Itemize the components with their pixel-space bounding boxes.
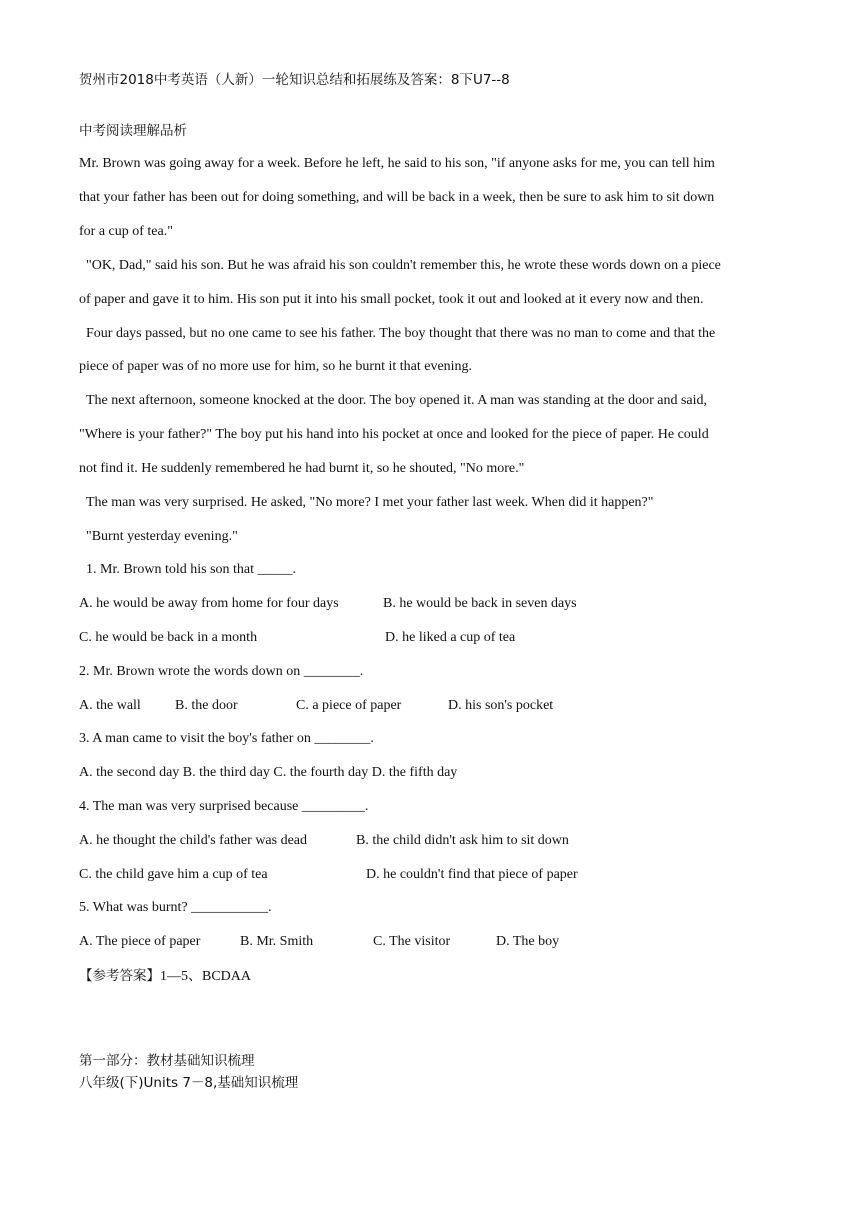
option-b: B. he would be back in seven days	[383, 596, 577, 611]
question-stem: 4. The man was very surprised because _________.	[79, 799, 369, 814]
passage-line: Mr. Brown was going away for a week. Before he left, he said to his son, "if anyone asks for me, you can tell him	[79, 156, 715, 171]
document-title: 贺州市2018中考英语（人新）一轮知识总结和拓展练及答案：8下U7--8	[79, 72, 510, 88]
option-a: A. the wall	[79, 698, 141, 713]
option-c: C. a piece of paper	[296, 698, 402, 713]
option-d: D. The boy	[496, 934, 560, 949]
passage-line: of paper and gave it to him. His son put it into his small pocket, took it out and looked at it every now and then.	[79, 292, 704, 307]
option-b: B. the child didn't ask him to sit down	[356, 833, 569, 848]
question-stem: 5. What was burnt? ___________.	[79, 900, 272, 915]
option-d: D. his son's pocket	[448, 698, 554, 713]
option-c: C. he would be back in a month	[79, 630, 258, 645]
passage-line: piece of paper was of no more use for him, so he burnt it that evening.	[79, 359, 473, 374]
passage-line: The next afternoon, someone knocked at the door. The boy opened it. A man was standing at the door and said,	[86, 393, 708, 408]
section-title: 中考阅读理解品析	[79, 123, 187, 139]
answer-key	[79, 967, 251, 986]
option-c: C. the child gave him a cup of tea	[79, 867, 268, 882]
question-stem: 1. Mr. Brown told his son that _____.	[86, 562, 297, 577]
option-b: B. the door	[175, 698, 238, 713]
answer-key-label: 【参考答案】	[79, 968, 160, 984]
option-d: D. he liked a cup of tea	[385, 630, 516, 645]
answer-key-value: 1—5、BCDAA	[160, 969, 252, 984]
part-title: 第一部分：教材基础知识梳理	[79, 1053, 255, 1069]
passage-line: The man was very surprised. He asked, "No more? I met your father last week. When did it happen?"	[86, 495, 654, 510]
option-row: A. the second day B. the third day C. the fourth day D. the fifth day	[79, 765, 458, 780]
passage-line: Four days passed, but no one came to see his father. The boy thought that there was no man to come and that the	[86, 326, 716, 341]
passage-line: for a cup of tea."	[79, 224, 173, 239]
passage-line: "Burnt yesterday evening."	[86, 529, 238, 544]
part-subtitle: 八年级(下)Units 7－8,基础知识梳理	[79, 1075, 299, 1091]
passage-line: "OK, Dad," said his son. But he was afraid his son couldn't remember this, he wrote these words down on a piece	[86, 258, 721, 273]
passage-line: that your father has been out for doing something, and will be back in a week, then be sure to ask him to sit down	[79, 190, 715, 205]
passage-line: not find it. He suddenly remembered he had burnt it, so he shouted, "No more."	[79, 461, 525, 476]
question-stem: 2. Mr. Brown wrote the words down on ________.	[79, 664, 364, 679]
option-c: C. The visitor	[373, 934, 451, 949]
option-a: A. The piece of paper	[79, 934, 201, 949]
option-a: A. he would be away from home for four days	[79, 596, 339, 611]
question-stem: 3. A man came to visit the boy's father on ________.	[79, 731, 374, 746]
passage-line: "Where is your father?" The boy put his hand into his pocket at once and looked for the piece of paper. He could	[79, 427, 709, 442]
option-a: A. he thought the child's father was dead	[79, 833, 308, 848]
option-b: B. Mr. Smith	[240, 934, 314, 949]
option-d: D. he couldn't find that piece of paper	[366, 867, 578, 882]
